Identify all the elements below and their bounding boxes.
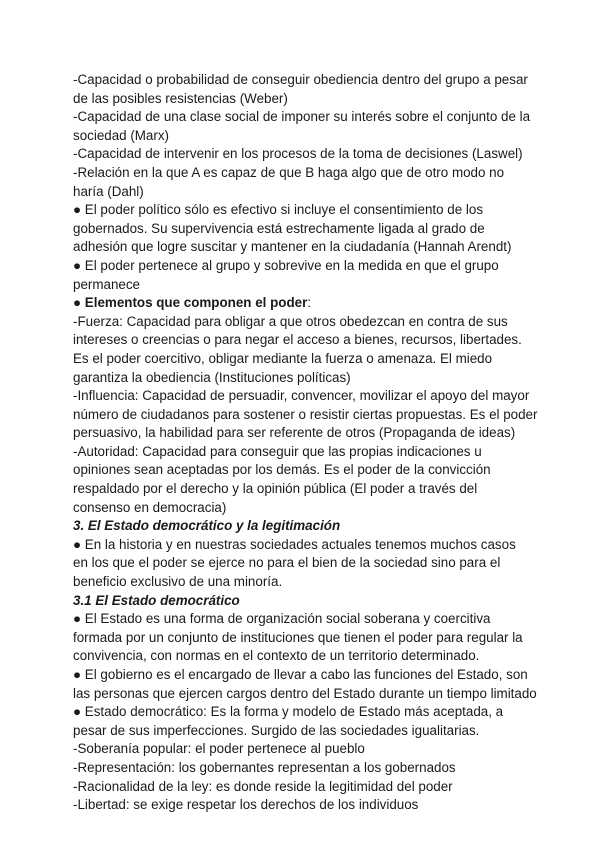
text-line: en los que el poder se ejerce no para el bien de la sociedad sino para el bbox=[73, 555, 501, 571]
text-line: ● El Estado es una forma de organización social soberana y coercitiva bbox=[73, 611, 491, 627]
text-line: ● Estado democrático: Es la forma y modelo de Estado más aceptada, a bbox=[73, 704, 504, 720]
text-line: -Libertad: se exige respetar los derechos de los individuos bbox=[73, 797, 419, 813]
text-line: permanece bbox=[73, 276, 140, 292]
text-line: beneficio exclusivo de una minoría. bbox=[73, 574, 283, 590]
section-heading: 3. El Estado democrático y la legitimación bbox=[73, 518, 341, 534]
text-line: convivencia, con normas en el contexto de un territorio determinado. bbox=[73, 648, 480, 664]
text-line: -Influencia: Capacidad de persuadir, convencer, movilizar el apoyo del mayor bbox=[73, 388, 530, 404]
heading-suffix: : bbox=[307, 295, 312, 311]
text-line: adhesión que logre suscitar y mantener en la ciudadanía (Hannah Arendt) bbox=[73, 239, 512, 255]
text-line: pesar de sus imperfecciones. Surgido de las sociedades igualitarias. bbox=[73, 722, 480, 738]
text-line: -Racionalidad de la ley: es donde reside la legitimidad del poder bbox=[73, 778, 453, 794]
text-line: ● En la historia y en nuestras sociedades actuales tenemos muchos casos bbox=[73, 536, 516, 552]
text-line: -Autoridad: Capacidad para conseguir que las propias indicaciones u bbox=[73, 443, 482, 459]
text-line: -Capacidad de una clase social de imponer su interés sobre el conjunto de la bbox=[73, 109, 531, 125]
text-line: opiniones sean aceptadas por los demás. Es el poder de la convicción bbox=[73, 462, 491, 478]
text-line: de las posibles resistencias (Weber) bbox=[73, 90, 288, 106]
text-line: garantiza la obediencia (Instituciones políticas) bbox=[73, 369, 351, 385]
text-line: respaldado por el derecho y la opinión pública (El poder a través del bbox=[73, 481, 478, 497]
text-line: -Capacidad o probabilidad de conseguir obediencia dentro del grupo a pesar bbox=[73, 72, 528, 87]
document-page bbox=[73, 71, 538, 815]
text-line: -Capacidad de intervenir en los procesos de la toma de decisiones (Laswel) bbox=[73, 146, 523, 162]
text-line: número de ciudadanos para sostener o resistir ciertas propuestas. Es el poder bbox=[73, 406, 538, 422]
text-line: ● El poder pertenece al grupo y sobrevive en la medida en que el grupo bbox=[73, 257, 499, 273]
text-line: persuasivo, la habilidad para ser referente de otros (Propaganda de ideas) bbox=[73, 425, 516, 441]
text-line: -Relación en la que A es capaz de que B haga algo que de otro modo no bbox=[73, 164, 505, 180]
text-line: -Representación: los gobernantes representan a los gobernados bbox=[73, 759, 456, 775]
text-line: consenso en democracia) bbox=[73, 499, 227, 515]
text-line: ● El gobierno es el encargado de llevar a cabo las funciones del Estado, son bbox=[73, 667, 528, 682]
text-line: sociedad (Marx) bbox=[73, 127, 169, 143]
text-line: las personas que ejercen cargos dentro del Estado durante un tiempo limitado bbox=[73, 685, 537, 701]
bold-heading: ● Elementos que componen el poder bbox=[73, 295, 308, 311]
text-line: Es el poder coercitivo, obligar mediante la fuerza o amenaza. El miedo bbox=[73, 350, 493, 366]
text-line: formada por un conjunto de instituciones que tienen el poder para regular la bbox=[73, 629, 523, 645]
text-line: -Fuerza: Capacidad para obligar a que otros obedezcan en contra de sus bbox=[73, 313, 508, 329]
text-line: ● El poder político sólo es efectivo si incluye el consentimiento de los bbox=[73, 202, 484, 218]
text-line: gobernados. Su supervivencia está estrechamente ligada al grado de bbox=[73, 220, 485, 236]
text-line: intereses o creencias o para negar el acceso a bienes, recursos, libertades. bbox=[73, 332, 522, 348]
text-line bbox=[73, 294, 533, 313]
text-line: -Soberanía popular: el poder pertenece al pueblo bbox=[73, 741, 365, 757]
text-line: haría (Dahl) bbox=[73, 183, 144, 199]
section-heading: 3.1 El Estado democrático bbox=[73, 592, 240, 608]
